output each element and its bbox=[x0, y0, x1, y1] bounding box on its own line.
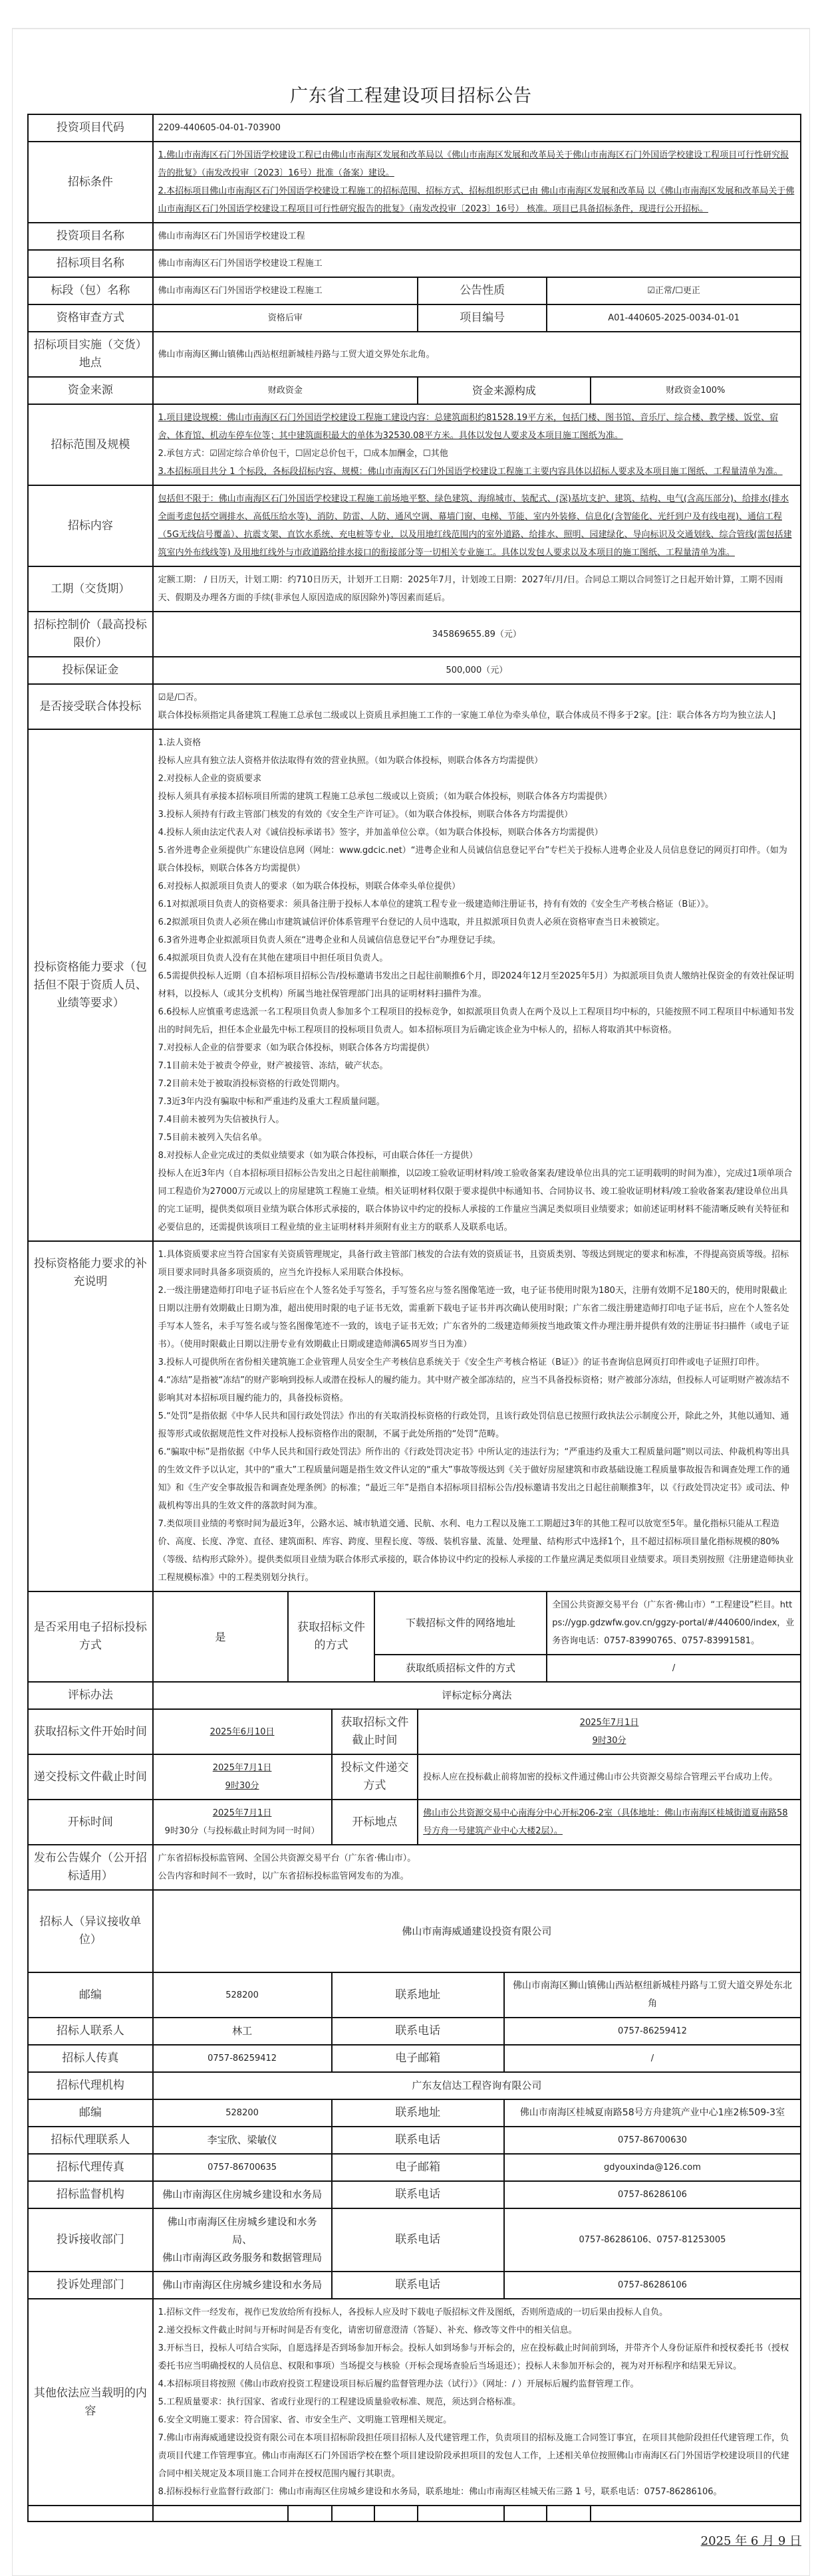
label: 投诉接收部门 bbox=[28, 2208, 153, 2272]
consortium-line: ☑是/☐否。 bbox=[158, 693, 203, 703]
label: 招标代理联系人 bbox=[28, 2127, 153, 2154]
consortium-line: 联合体投标须指定具备建筑工程施工总承包二级或以上资质且承担施工工作的一家施工单位为牵头单位，联合体成员不得多于2家。[注：联合体各方均为独立法人] bbox=[158, 711, 776, 721]
other-requirement-line: 5.工程质量要求：执行国家、省或行业现行的工程建设质量验收标准、规范，须达到合格标准。 bbox=[158, 2397, 521, 2407]
location-value: 佛山市南海区狮山镇佛山西站枢纽新城桂丹路与工贸大道交界处东北角。 bbox=[153, 332, 801, 377]
row-scope bbox=[28, 404, 801, 485]
qualification-line: 7.3近3年内没有骗取中标和严重违约及重大工程质量问题。 bbox=[158, 1097, 385, 1107]
supervisor-value: 佛山市南海区住房城乡建设和水务局 bbox=[153, 2181, 332, 2208]
tenderer-contact-value: 林工 bbox=[153, 2018, 332, 2045]
row-complaint-receive bbox=[28, 2208, 801, 2272]
complaint-receive-phone-value: 0757-86286106、0757-81253005 bbox=[504, 2208, 801, 2272]
label: 资金来源 bbox=[28, 377, 153, 404]
label: 评标办法 bbox=[28, 1682, 153, 1709]
row-tenderer bbox=[28, 1890, 801, 1972]
row-agency-zip bbox=[28, 2099, 801, 2127]
review-method-value: 资格后审 bbox=[153, 304, 418, 332]
row-duration bbox=[28, 566, 801, 612]
other-requirement-line: 2.递交投标文件截止时间与开标时间是否有变化，请密切留意澄清（答疑）、补充、修改等文件中的相关信息。 bbox=[158, 2325, 577, 2335]
label: 公告性质 bbox=[418, 277, 547, 304]
label: 获取招标文件截止时间 bbox=[332, 1709, 418, 1754]
label: 招标监督机构 bbox=[28, 2181, 153, 2208]
row-consortium bbox=[28, 684, 801, 729]
tender-name-value: 佛山市南海区石门外国语学校建设工程施工 bbox=[153, 250, 801, 277]
label: 投标资格能力要求（包括但不限于资质人员、业绩等要求） bbox=[28, 729, 153, 1241]
agency-phone-value: 0757-86700630 bbox=[504, 2127, 801, 2154]
content-value: 包括但不限于：佛山市南海区石门外国语学校建设工程施工前场地平整、绿色建筑、海绵城市、装配式、(深)基坑支护、建筑、结构、电气(含高压部分)、给排水(排水全面考虑包括空调排水、高低压给水等)、消防、防雷、人防、通风空调、幕墙门窗、电梯、节能、室内外装修、信息化(含智能化、光纤到户及有线电视)、通信工程（5G无线信号覆盖）、抗震支架、直饮水系统、充电桩等专业，以及用地红线范围内的室外道路、给排水、照明、园建绿化、导向标识及交通划线、综合管线(需包括建筑室内外布线线等) 及用地红线外与市政道路给排水接口的衔接部分等一切相关专业施工。具体以发包人要求以及本项目的施工图纸、工程量清单为准。 bbox=[153, 485, 801, 566]
notice-nature-value: ☑正常/☐更正 bbox=[547, 277, 801, 304]
label: 开标地点 bbox=[332, 1800, 418, 1845]
row-agency-fax bbox=[28, 2154, 801, 2181]
row-submit bbox=[28, 1754, 801, 1800]
label: 投标资格能力要求的补充说明 bbox=[28, 1241, 153, 1591]
row-tenderer-fax bbox=[28, 2045, 801, 2072]
qualification-line: 6.5需提供投标人近期（自本招标项目招标公告/投标邀请书发出之日起往前顺推6个月，即2024年12月至2025年5月）为拟派项目负责人缴纳社保资金的有效社保证明材料，以投标人（或其分支机构）所属当地社保管理部门出具的证明材料扫描件为准。 bbox=[158, 971, 794, 999]
conditions-value bbox=[153, 142, 801, 223]
price-cap-value: 345869655.89（元） bbox=[153, 612, 801, 657]
supplement-line: 3.投标人可提供所在省份相关建筑施工企业管理人员安全生产考核信息系统关于《安全生产考核合格证（B证）》的证书查询信息网页打印件或电子证照打印件。 bbox=[158, 1357, 765, 1367]
footer-date: 2025 年 6 月 9 日 bbox=[700, 2534, 801, 2548]
qualification-line: 投标人应具有独立法人资格并依法取得有效的营业执照。（如为联合体投标，则联合体各方均需提供） bbox=[158, 756, 543, 766]
tenderer-value: 佛山市南海威通建设投资有限公司 bbox=[153, 1890, 801, 1972]
label: 招标人（异议接收单位） bbox=[28, 1890, 153, 1972]
other-requirement-line: 7.佛山市南海威通建设投资有限公司在本项目招标阶段担任项目招标人及代建管理工作，负责项目的招标及施工合同签订事宜，在项目其他阶段担任代建管理工作，负责项目代建工作管理事宜。佛山市南海区石门外国语学校在整个项目建设阶段承担项目的发包人工作，上述相关单位按照佛山市南海区石门外国语学校建设项目的代建合同中相关规定及本项目施工合同并在授权范围内履行其职责。 bbox=[158, 2433, 789, 2479]
qualification-line: 7.2目前未处于被取消投标资格的行政处罚期内。 bbox=[158, 1079, 345, 1089]
opening-time: 9时30分（与投标截止时间为同一时间） bbox=[164, 1826, 320, 1836]
deposit-value: 500,000（元） bbox=[153, 657, 801, 684]
qualification-line: 2.对投标人企业的资质要求 bbox=[158, 774, 262, 784]
supplement-line: 4.“冻结”是指被“冻结”的财产影响到投标人或潜在投标人的履约能力。其中财产被全部冻结的，应当不具备投标资格；财产被部分冻结，但投标人可证明财产被冻结不影响其对本招标项目履约能力的，具备投标资格。 bbox=[158, 1375, 790, 1403]
row-conditions bbox=[28, 142, 801, 223]
label: 投标文件递交方式 bbox=[332, 1754, 418, 1800]
row-supplement bbox=[28, 1241, 801, 1591]
funding-composition-value: 财政资金100% bbox=[591, 377, 801, 404]
submit-deadline-value bbox=[153, 1754, 332, 1800]
tenderer-phone-value: 0757-86259412 bbox=[504, 2018, 801, 2045]
qualification-line: 6.4拟派项目负责人没有在其他在建项目中担任项目负责人。 bbox=[158, 953, 388, 963]
label: 其他依法应当载明的内容 bbox=[28, 2299, 153, 2506]
paper-method-value: / bbox=[547, 1655, 801, 1682]
row-tender-name bbox=[28, 250, 801, 277]
qualification-line: 6.1对拟派项目负责人的资格要求：须具备注册于投标人本单位的建筑工程专业一级建造师注册证书，持有有效的《安全生产考核合格证（B证）》。 bbox=[158, 899, 714, 909]
label: 发布公告媒介（公开招标适用） bbox=[28, 1845, 153, 1890]
row-agency-contact bbox=[28, 2127, 801, 2154]
label: 招标控制价（最高投标限价） bbox=[28, 612, 153, 657]
opening-date: 2025年7月1日 bbox=[212, 1808, 272, 1818]
qualification-line: 8.对投标人企业完成过的类似业绩要求（如为联合体投标，可由联合体任一方提供） bbox=[158, 1151, 478, 1161]
qualification-line: 6.3省外进粤企业拟派项目负责人须在“进粤企业和人员诚信信息登记平台”办理登记手续。 bbox=[158, 935, 501, 945]
other-requirement-line: 3.开标当日，投标人可结合实际，自愿选择是否到场参加开标会。投标人如到场参与开标会的，应在投标截止时间前到场，并带齐个人身份证原件和授权委托书（授权委托书应当明确授权的人员信息、权限和事项）当场提交与核验（开标会现场查验后当场退还）；投标人未参加开标会的，视为对开标程序和结果无异议。 bbox=[158, 2343, 789, 2371]
label: 投标保证金 bbox=[28, 657, 153, 684]
scope-line: 2.承包方式：☑固定综合单价包干，☐固定总价包干，☐成本加酬金，☐其他 bbox=[158, 449, 448, 459]
agency-value: 广东友信达工程咨询有限公司 bbox=[153, 2072, 801, 2099]
qualification-line: 5.省外进粤企业须提供广东建设信息网（网址：www.gdcic.net）“进粤企业和人员诚信信息登记平台”专栏关于投标人进粤企业及人员信息登记的网页打印件。（如为联合体投标，则联合体各方均需提供） bbox=[158, 846, 787, 874]
tenderer-fax-value: 0757-86259412 bbox=[153, 2045, 332, 2072]
qualification-line: 6.对投标人拟派项目负责人的要求（如为联合体投标，则联合体牵头单位提供） bbox=[158, 881, 461, 891]
label: 招标代理传真 bbox=[28, 2154, 153, 2181]
label: 招标代理机构 bbox=[28, 2072, 153, 2099]
obtain-end-time: 9时30分 bbox=[592, 1736, 626, 1746]
label: 投资项目代码 bbox=[28, 114, 153, 142]
row-section-name bbox=[28, 277, 801, 304]
complaint-receive-value bbox=[153, 2208, 332, 2272]
agency-fax-value: 0757-86700635 bbox=[153, 2154, 332, 2181]
label: 投资项目名称 bbox=[28, 223, 153, 250]
supplement-line: 7.类似项目业绩的考察时间为最近3年，公路水运、城市轨道交通、民航、水利、电力工程以及施工工期超过3年的其他工程可以放宽至5年。量化指标只能从工程造价、高度、长度、净宽、直径、建筑面积、库容、跨度、里程长度、等级、装机容量、流量、处理量、结构形式中选择1个，且不超过招标项目量化指标规模的80%（等级、结构形式除外）。提供类似项目业绩为联合体形式承接的，联合体协议中约定的投标人承接的工作量应满足类似项目业绩要求。项目类别按照《注册建造师执业工程规模标准》中的工程类别划分执行。 bbox=[158, 1519, 794, 1583]
label: 递交投标文件截止时间 bbox=[28, 1754, 153, 1800]
section-name-value: 佛山市南海区石门外国语学校建设工程施工 bbox=[153, 277, 418, 304]
label: 标段（包）名称 bbox=[28, 277, 153, 304]
qualification-value bbox=[153, 729, 801, 1241]
qualification-line: 投标人在近3年内（自本招标项目招标公告发出之日起往前顺推，以☑竣工验收证明材料/竣工验收备案表/建设单位出具的完工证明载明的时间为准），完成过1项单项合同工程造价为27000万元或以上的房屋建筑工程施工业绩。相关证明材料仅限于要求提供中标通知书、合同协议书、竣工验收证明材料/竣工验收备案表/建设单位出具的完工证明，提供类似项目业绩为联合体形式承接的，联合体协议中约定的投标人承接的工作量应当满足类似项目业绩要求；如前述证明材料不能清晰反映有关特征和必要信息的，还需提供该项目工程业绩的业主证明材料并须附有业主方的联系人及联系电话。 bbox=[158, 1169, 793, 1232]
obtain-start-value: 2025年6月10日 bbox=[153, 1709, 332, 1754]
condition-line: 1.佛山市南海区石门外国语学校建设工程已由佛山市南海区发展和改革局以《佛山市南海区发展和改革局关于佛山市南海区石门外国语学校建设工程项目可行性研究报告的批复》（南发改投审〔2023〕16号）批准（备案）建设。 bbox=[158, 150, 789, 178]
row-complaint-handle bbox=[28, 2272, 801, 2299]
qualification-line: 6.6投标人应慎重考虑选派一名工程项目负责人参加多个工程项目的投标竞争，如拟派项目负责人在两个及以上工程项目均中标的，只能按照不同工程项目中标通知书发出的时间先后，担任本企业最先中标工程项目的投标项目负责人。如本招标项目为后确定该企业为中标人的，招标人将取消其中标资格。 bbox=[158, 1007, 795, 1035]
label: 招标内容 bbox=[28, 485, 153, 566]
label: 联系电话 bbox=[332, 2208, 504, 2272]
investment-name-value: 佛山市南海区石门外国语学校建设工程 bbox=[153, 223, 801, 250]
paper-method-label: 获取纸质招标文件的方式 bbox=[374, 1655, 547, 1682]
supplement-line: 5.“处罚”是指依据《中华人民共和国行政处罚法》作出的有关取消投标资格的行政处罚，且该行政处罚信息已按照行政执法公示制度公开，除此之外，其他以通知、通报等形式或依据规范性文件对投标人投标资格作出的限制，不属于此处所指的“处罚”范畴。 bbox=[158, 1411, 789, 1439]
other-requirement-line: 4.本招标项目将按照《佛山市政府投资工程建设项目标后履约监督管理办法（试行）》（网址：/ ）开展标后履约监督管理工作。 bbox=[158, 2379, 639, 2389]
qualification-line: 7.1目前未处于被责令停业，财产被接管、冻结，破产状态。 bbox=[158, 1061, 388, 1071]
row-deposit bbox=[28, 657, 801, 684]
condition-line: 2.本招标项目佛山市南海区石门外国语学校建设工程施工的招标范围、招标方式、招标组织形式已由 佛山市南海区发展和改革局 以《佛山市南海区发展和改革局关于佛山市南海区石门外国语学校建设工程项目可行性研究报告的批复》（南发改投审〔2023〕16号） 核准。项目已具备招标条件，现进行公开招标。 bbox=[158, 186, 795, 214]
supplement-value bbox=[153, 1241, 801, 1591]
label: 联系地址 bbox=[332, 1972, 504, 2018]
tenderer-zip-value: 528200 bbox=[153, 1972, 332, 2018]
label: 招标人联系人 bbox=[28, 2018, 153, 2045]
label: 是否接受联合体投标 bbox=[28, 684, 153, 729]
tenderer-email-value: / bbox=[504, 2045, 801, 2072]
media-line: 广东省招标投标监管网、全国公共资源交易平台（广东省·佛山市）。 bbox=[158, 1853, 416, 1863]
label: 电子邮箱 bbox=[332, 2154, 504, 2181]
label: 招标项目名称 bbox=[28, 250, 153, 277]
other-requirement-line: 1.招标文件一经发布，视作已发放给所有投标人，各投标人应及时下载电子版招标文件及图纸，否则所造成的一切后果由投标人自负。 bbox=[158, 2307, 668, 2317]
label: 投诉处理部门 bbox=[28, 2272, 153, 2299]
electronic-value: 是 bbox=[153, 1591, 288, 1682]
table-filler-row bbox=[28, 2506, 801, 2521]
label: 项目编号 bbox=[418, 304, 547, 332]
row-content bbox=[28, 485, 801, 566]
label: 联系电话 bbox=[332, 2181, 504, 2208]
agency-contact-value: 李宝欣、梁敏仪 bbox=[153, 2127, 332, 2154]
other-requirement-line: 8.招标投标行业监督行政部门：佛山市南海区住房城乡建设和水务局，联系地址：佛山市南海区桂城天佑三路 1 号，联系电话：0757-86286106。 bbox=[158, 2487, 722, 2497]
scope-line: 3.本招标项目共分 1 个标段，各标段招标内容、规模：佛山市南海区石门外国语学校建设工程施工主要内容具体以招标人要求及本项目施工图纸、工程量清单为准。 bbox=[158, 467, 783, 477]
qualification-line: 1.法人资格 bbox=[158, 738, 202, 748]
supplement-line: 6.“骗取中标”是指依据《中华人民共和国行政处罚法》所作出的《行政处罚决定书》中所认定的违法行为；“严重违约及重大工程质量问题”则以司法、仲裁机构等出具的生效文件予以认定，其中的“重大”工程质量问题是指生效文件认定的“重大”事故等级达到《关于做好房屋建筑和市政基础设施工程质量事故报告和调查处理工作的通知》和《生产安全事故报告和调查处理条例》的标准；“最近三年”是指自本招标项目招标公告/投标邀请书发出之日起往前顺推3年，以《行政处罚决定书》或司法、仲裁机构等出具的生效文件的落款时间为准。 bbox=[158, 1447, 790, 1511]
qualification-line: 7.5目前未被列入失信名单。 bbox=[158, 1133, 267, 1143]
submit-date: 2025年7月1日 bbox=[212, 1763, 272, 1773]
label: 邮编 bbox=[28, 2099, 153, 2127]
label: 联系电话 bbox=[332, 2018, 504, 2045]
obtain-end-value bbox=[418, 1709, 801, 1754]
funding-value: 财政资金 bbox=[153, 377, 418, 404]
opening-time-value bbox=[153, 1800, 332, 1845]
supervisor-phone-value: 0757-86286106 bbox=[504, 2181, 801, 2208]
qualification-line: 6.2拟派项目负责人必须在佛山市建筑诚信评价体系管理平台登记的人员中选取，并且拟派项目负责人必须在资格审查当日未被锁定。 bbox=[158, 917, 665, 927]
row-supervisor bbox=[28, 2181, 801, 2208]
download-address-value: 全国公共资源交易平台（广东省·佛山市）“工程建设”栏目。https://ygp.gdzwfw.gov.cn/ggzy-portal/#/440600/index，业务咨询电话：0757-83990765、0757-83991581。 bbox=[547, 1591, 801, 1655]
footer-date-line bbox=[27, 2531, 801, 2549]
label: 电子邮箱 bbox=[332, 2045, 504, 2072]
other-requirement-line: 6.安全文明施工要求：符合国家、省、市安全生产、文明施工管理相关规定。 bbox=[158, 2415, 452, 2425]
agency-email-value: gdyouxinda@126.com bbox=[504, 2154, 801, 2181]
agency-address-value: 佛山市南海区桂城夏南路58号方舟建筑产业中心1座2栋509-3室 bbox=[504, 2099, 801, 2127]
row-media bbox=[28, 1845, 801, 1890]
complaint-handle-value: 佛山市南海区住房城乡建设和水务局 bbox=[153, 2272, 332, 2299]
label: 邮编 bbox=[28, 1972, 153, 2018]
row-evaluation bbox=[28, 1682, 801, 1709]
submit-time: 9时30分 bbox=[225, 1781, 259, 1791]
consortium-value bbox=[153, 684, 801, 729]
row-others bbox=[28, 2299, 801, 2506]
page-title: 广东省工程建设项目招标公告 bbox=[290, 86, 532, 106]
row-project-code bbox=[28, 114, 801, 142]
label: 招标范围及规模 bbox=[28, 404, 153, 485]
tenderer-address-value: 佛山市南海区狮山镇佛山西站枢纽新城桂丹路与工贸大道交界处东北角 bbox=[504, 1972, 801, 2018]
opening-place-value: 佛山市公共资源交易中心南海分中心开标206-2室（具体地址：佛山市南海区桂城街道夏南路58号方舟一号建筑产业中心大楼2层）。 bbox=[418, 1800, 801, 1845]
label: 资格审查方式 bbox=[28, 304, 153, 332]
qualification-line: 7.4目前未被列为失信被执行人。 bbox=[158, 1115, 285, 1125]
label: 工期（交货期） bbox=[28, 566, 153, 612]
supplement-line: 1.具体资质要求应当符合国家有关资质管理规定，具备行政主管部门核发的合法有效的资质证书，且资质类别、等级达到规定的要求和标准，不得提高资质等级。招标项目要求同时具备多项资质的，应当允许投标人采用联合体投标。 bbox=[158, 1250, 789, 1278]
qualification-line: 7.对投标人企业的信誉要求（如为联合体投标，则联合体各方均需提供） bbox=[158, 1043, 435, 1053]
duration-value: 定额工期： / 日历天，计划工期：约710日历天，计划开工日期：2025年7月，计划竣工日期：2027年/月/日。合同总工期以合同签订之日起开始计算，工期不因雨天、假期及办理各方面的手续(非承包人原因造成的原因除外)等因素而延后。 bbox=[153, 566, 801, 612]
submit-method-value: 投标人应在投标截止前将加密的投标文件通过佛山市公共资源交易综合管理云平台成功上传。 bbox=[418, 1754, 801, 1800]
media-line: 公告内容和时间不一致时，以广东省招标投标监管网发布的为准。 bbox=[158, 1871, 409, 1881]
label: 开标时间 bbox=[28, 1800, 153, 1845]
agency-zip-value: 528200 bbox=[153, 2099, 332, 2127]
row-price-cap bbox=[28, 612, 801, 657]
notice-table bbox=[27, 114, 801, 2522]
row-opening bbox=[28, 1800, 801, 1845]
label: 招标项目实施（交货）地点 bbox=[28, 332, 153, 377]
label: 获取招标文件开始时间 bbox=[28, 1709, 153, 1754]
complaint-handle-phone-value: 0757-86286106 bbox=[504, 2272, 801, 2299]
project-number-value: A01-440605-2025-0034-01-01 bbox=[547, 304, 801, 332]
project-code-value: 2209-440605-04-01-703900 bbox=[153, 114, 801, 142]
row-review bbox=[28, 304, 801, 332]
evaluation-value: 评标定标分离法 bbox=[153, 1682, 801, 1709]
label: 联系电话 bbox=[332, 2127, 504, 2154]
row-electronic bbox=[28, 1591, 801, 1655]
scope-line: 1.项目建设规模：佛山市南海区石门外国语学校建设工程施工建设内容：总建筑面积约81528.19平方米，包括门楼、图书馆、音乐厅、综合楼、教学楼、饭堂、宿舍、体育馆、机动车停车位等；其中建筑面积最大的单体为32530.08平方米。具体以发包人要求及本项目施工图纸为准。 bbox=[158, 413, 779, 441]
label: 联系电话 bbox=[332, 2272, 504, 2299]
row-funding bbox=[28, 377, 801, 404]
scope-value bbox=[153, 404, 801, 485]
media-value bbox=[153, 1845, 801, 1890]
label: 招标人传真 bbox=[28, 2045, 153, 2072]
row-tenderer-contact bbox=[28, 2018, 801, 2045]
row-tenderer-zip bbox=[28, 1972, 801, 2018]
label: 是否采用电子招标投标方式 bbox=[28, 1591, 153, 1682]
qualification-line: 投标人须具有承接本招标项目所需的建筑工程施工总承包二级或以上资质；（如为联合体投标，则联合体各方均需提供） bbox=[158, 792, 613, 802]
row-qualification bbox=[28, 729, 801, 1241]
qualification-line: 4.投标人须由法定代表人对《诚信投标承诺书》签字，并加盖单位公章。（如为联合体投标，则联合体各方均需提供） bbox=[158, 828, 603, 838]
supplement-line: 2.一级注册建造师打印电子证书后应在个人签名处手写签名，手写签名应与签名图像笔迹一致，电子证书使用时限为180天，注册有效期不足180天的，使用时限截止日期以注册有效期截止日期为准，超出使用时限的电子证书无效，需重新下载电子证书并再次确认使用时限；广东省二级注册建造师打印电子证书后，应在个人签名处手写本人签名，未手写签名或与签名图像笔迹不一致的，该电子证书无效；广东省外的二级建造师须按当地政策文件办理注册并提供有效的注册证书扫描件（或电子证书）。（使用时限截止日期以注册专业有效期截止日期或建造师满65周岁当日为准） bbox=[158, 1286, 789, 1349]
others-value bbox=[153, 2299, 801, 2506]
label: 获取招标文件的方式 bbox=[288, 1591, 374, 1682]
obtain-end-date: 2025年7月1日 bbox=[579, 1718, 639, 1728]
funding-composition-label: 资金来源构成 bbox=[418, 377, 590, 404]
row-obtain-time bbox=[28, 1709, 801, 1754]
qualification-line: 3.投标人须持有行政主管部门核发的有效的《安全生产许可证》。（如为联合体投标，则联合体各方均需提供） bbox=[158, 810, 573, 820]
row-location bbox=[28, 332, 801, 377]
row-investment-name bbox=[28, 223, 801, 250]
label: 联系地址 bbox=[332, 2099, 504, 2127]
row-agency bbox=[28, 2072, 801, 2099]
download-address-label: 下载招标文件的网络地址 bbox=[374, 1591, 547, 1655]
complaint-receive-dept: 佛山市南海区政务服务和数据管理局 bbox=[162, 2252, 323, 2264]
notice-page bbox=[12, 28, 810, 2576]
complaint-receive-dept: 佛山市南海区住房城乡建设和水务局、 bbox=[167, 2216, 317, 2246]
label: 招标条件 bbox=[28, 142, 153, 223]
